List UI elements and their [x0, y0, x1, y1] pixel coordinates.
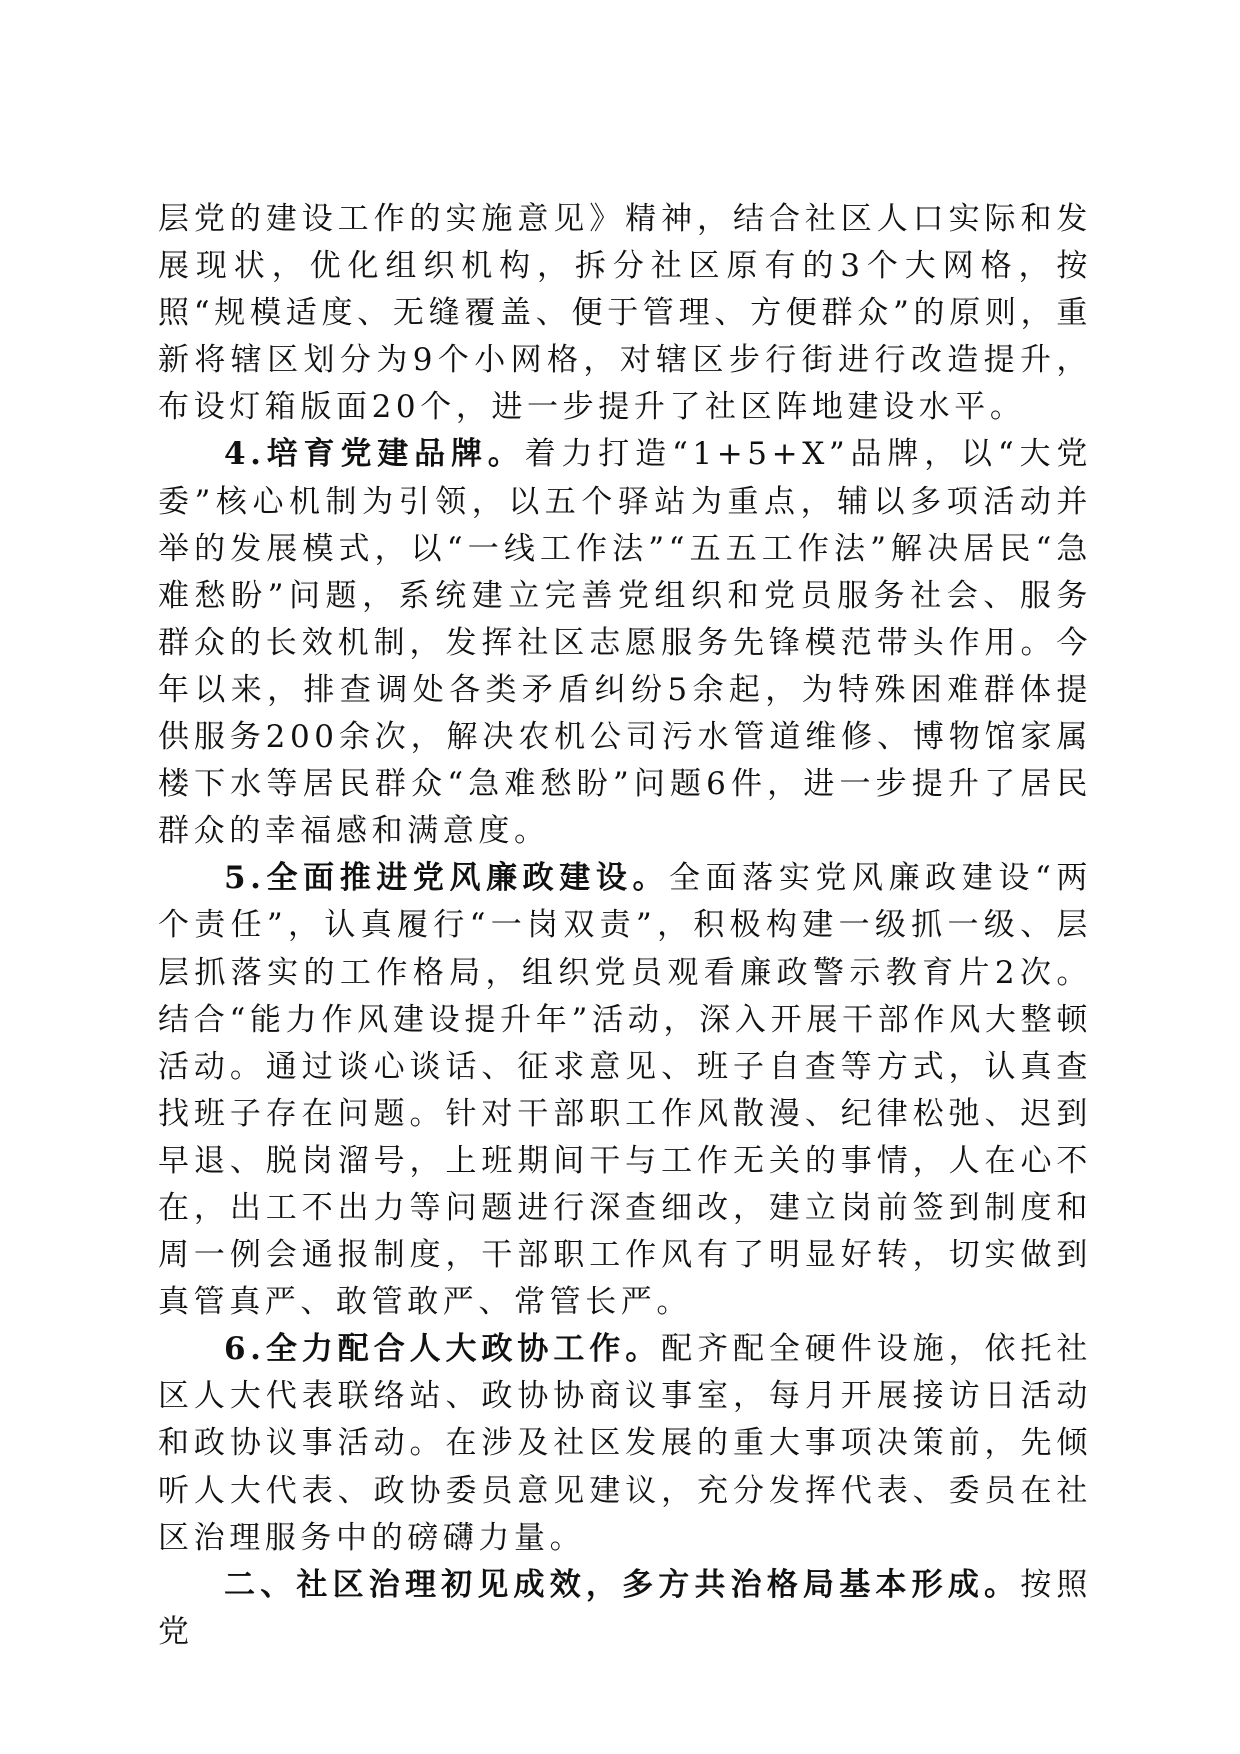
paragraph-heading: 5.全面推进党风廉政建设。	[224, 860, 670, 897]
paragraph-party-brand	[158, 431, 1092, 855]
paragraph-npc-cppcc	[158, 1326, 1092, 1561]
section-heading: 二、社区治理初见成效，多方共治格局基本形成。	[224, 1566, 1021, 1603]
paragraph-body: 按照党	[158, 1566, 1092, 1650]
paragraph-body: 全面落实党风廉政建设“两个责任”，认真履行“一岗双责”，积极构建一级抓一级、层层抓落实的工作格局，组织党员观看廉政警示教育片2次。结合“能力作风建设提升年”活动，深入开展干部作风大整顿活动。通过谈心谈话、征求意见、班子自查等方式，认真查找班子存在问题。针对干部职工作风散漫、纪律松弛、迟到早退、脱岗溜号，上班期间干与工作无关的事情，人在心不在，出工不出力等问题进行深查细改，建立岗前签到制度和周一例会通报制度，干部职工作风有了明显好转，切实做到真管真严、敢管敢严、常管长严。	[158, 860, 1092, 1321]
paragraph-body: 配齐配全硬件设施，依托社区人大代表联络站、政协协商议事室，每月开展接访日活动和政协议事活动。在涉及社区发展的重大事项决策前，先倾听人大代表、政协委员意见建议，充分发挥代表、委员在社区治理服务中的磅礴力量。	[158, 1331, 1092, 1556]
section-heading-community-governance	[158, 1562, 1092, 1656]
paragraph-body: 层党的建设工作的实施意见》精神，结合社区人口实际和发展现状，优化组织机构，拆分社区原有的3个大网格，按照“规模适度、无缝覆盖、便于管理、方便群众”的原则，重新将辖区划分为9个小网格，对辖区步行街进行改造提升，布设灯箱版面20个，进一步提升了社区阵地建设水平。	[158, 201, 1092, 426]
paragraph-heading: 4.培育党建品牌。	[224, 436, 525, 473]
document-body	[158, 196, 1092, 1656]
paragraph-heading: 6.全力配合人大政协工作。	[224, 1331, 662, 1368]
paragraph-integrity-building	[158, 855, 1092, 1326]
paragraph-body: 着力打造“1+5+X”品牌，以“大党委”核心机制为引领，以五个驿站为重点，辅以多项活动并举的发展模式，以“一线工作法”“五五工作法”解决居民“急难愁盼”问题，系统建立完善党组织和党员服务社会、服务群众的长效机制，发挥社区志愿服务先锋模范带头作用。今年以来，排查调处各类矛盾纠纷5余起，为特殊困难群体提供服务200余次，解决农机公司污水管道维修、博物馆家属楼下水等居民群众“急难愁盼”问题6件，进一步提升了居民群众的幸福感和满意度。	[158, 436, 1092, 850]
paragraph-continuation	[158, 196, 1092, 431]
